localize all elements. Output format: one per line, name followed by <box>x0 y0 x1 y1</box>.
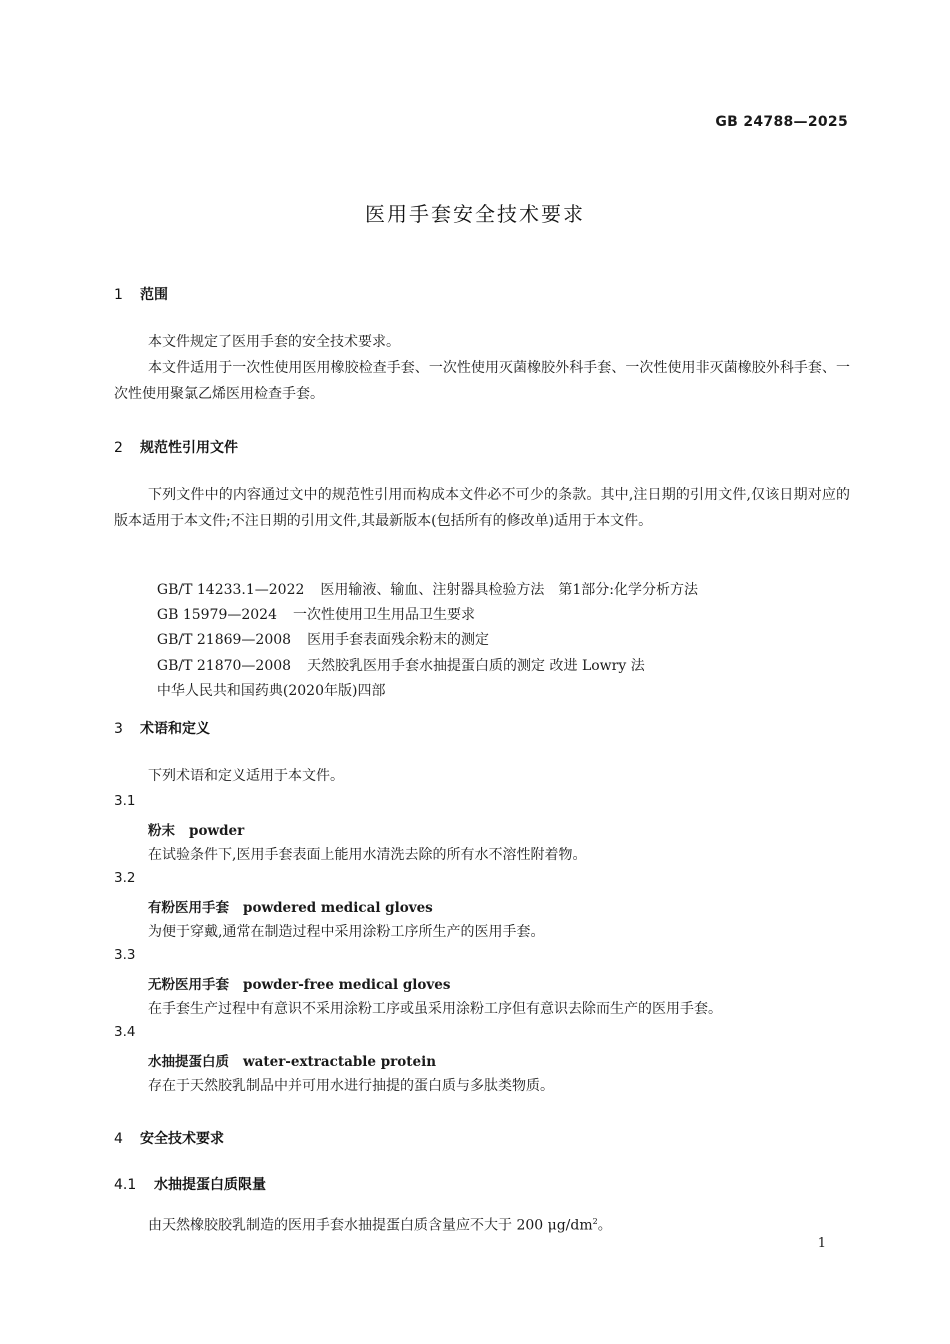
term-en: powder <box>189 823 245 839</box>
term-en: powdered medical gloves <box>243 900 433 916</box>
term-en: powder-free medical gloves <box>243 977 451 993</box>
term-zh: 水抽提蛋白质 <box>148 1054 229 1070</box>
term-number: 3.1 <box>114 793 136 809</box>
subsection-4-1-heading <box>114 1174 266 1194</box>
section-1-paragraph-1: 本文件规定了医用手套的安全技术要求。 <box>148 334 400 350</box>
unit-superscript: 2 <box>592 1217 598 1226</box>
term-name <box>148 896 433 916</box>
section-number: 3 <box>114 721 123 737</box>
section-title: 术语和定义 <box>140 721 210 737</box>
section-title: 范围 <box>140 287 168 303</box>
subsection-title: 水抽提蛋白质限量 <box>154 1177 266 1193</box>
section-title: 规范性引用文件 <box>140 440 238 456</box>
term-zh: 粉末 <box>148 823 175 839</box>
term-number: 3.4 <box>114 1024 136 1040</box>
term-number: 3.2 <box>114 870 136 886</box>
section-4-heading <box>114 1128 224 1148</box>
standard-code: GB 24788—2025 <box>715 114 848 130</box>
reference-code: GB/T 21870—2008 <box>156 658 292 674</box>
section-3-heading <box>114 718 210 738</box>
section-1-heading <box>114 284 168 304</box>
section-title: 安全技术要求 <box>140 1131 224 1147</box>
reference-item <box>148 664 385 700</box>
page-number: 1 <box>817 1236 826 1251</box>
term-definition: 在手套生产过程中有意识不采用涂粉工序或虽采用涂粉工序但有意识去除而生产的医用手套。 <box>148 1001 722 1017</box>
document-title: 医用手套安全技术要求 <box>365 202 585 226</box>
term-definition: 为便于穿戴,通常在制造过程中采用涂粉工序所生产的医用手套。 <box>148 924 545 940</box>
term-zh: 有粉医用手套 <box>148 900 229 916</box>
subsection-number: 4.1 <box>114 1177 137 1193</box>
subsection-4-1-paragraph <box>114 1209 850 1239</box>
reference-code: 中华人民共和国药典(2020年版)四部 <box>156 683 386 699</box>
paragraph-text: 由天然橡胶胶乳制造的医用手套水抽提蛋白质含量应不大于 200 μg/dm <box>148 1217 593 1234</box>
term-zh: 无粉医用手套 <box>148 977 229 993</box>
term-name <box>148 1050 436 1070</box>
reference-title: 一次性使用卫生用品卫生要求 <box>293 607 475 623</box>
reference-title: 医用输液、输血、注射器具检验方法 第1部分:化学分析方法 <box>320 582 699 598</box>
reference-code: GB/T 14233.1—2022 <box>156 582 305 598</box>
section-2-paragraph: 下列文件中的内容通过文中的规范性引用而构成本文件必不可少的条款。其中,注日期的引用文件,仅该日期对应的版本适用于本文件;不注日期的引用文件,其最新版本(包括所有的修改单)适用于本文件。 <box>114 487 850 529</box>
reference-code: GB/T 21869—2008 <box>156 632 292 648</box>
section-number: 1 <box>114 287 123 303</box>
term-en: water-extractable protein <box>243 1054 437 1070</box>
term-number: 3.3 <box>114 947 136 963</box>
section-number: 2 <box>114 440 123 456</box>
section-2-heading <box>114 437 238 457</box>
paragraph-end: 。 <box>597 1217 612 1234</box>
section-number: 4 <box>114 1131 123 1147</box>
term-definition: 在试验条件下,医用手套表面上能用水清洗去除的所有水不溶性附着物。 <box>148 847 587 863</box>
term-name <box>148 819 244 839</box>
reference-title: 天然胶乳医用手套水抽提蛋白质的测定 改进 Lowry 法 <box>307 658 645 674</box>
section-1-paragraph-2: 本文件适用于一次性使用医用橡胶检查手套、一次性使用灭菌橡胶外科手套、一次性使用非灭菌橡胶外科手套、一次性使用聚氯乙烯医用检查手套。 <box>114 360 850 402</box>
term-name <box>148 973 450 993</box>
term-definition: 存在于天然胶乳制品中并可用水进行抽提的蛋白质与多肽类物质。 <box>148 1078 554 1094</box>
reference-code: GB 15979—2024 <box>156 607 277 623</box>
section-3-paragraph: 下列术语和定义适用于本文件。 <box>148 768 344 784</box>
reference-title: 医用手套表面残余粉末的测定 <box>307 632 490 648</box>
